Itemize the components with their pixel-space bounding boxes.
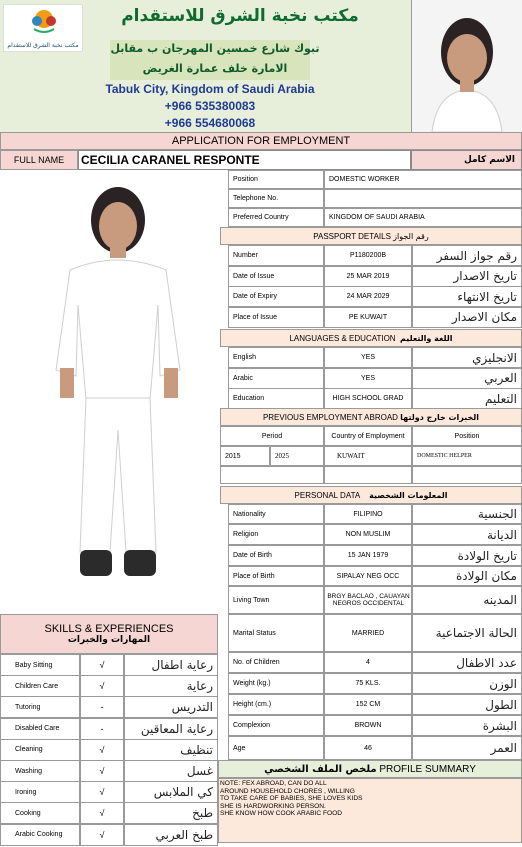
profile-summary bbox=[218, 778, 522, 843]
passport-value: PE KUWAIT bbox=[324, 307, 412, 328]
skill-label-ar: التدريس bbox=[124, 696, 218, 718]
personal-label-ar: المدينه bbox=[412, 586, 522, 614]
employment-header-text: PREVIOUS EMPLOYMENT ABROAD bbox=[262, 412, 398, 422]
employment-col-country: Country of Employment bbox=[324, 426, 412, 446]
language-label: English bbox=[228, 347, 324, 368]
skill-label-ar: غسل bbox=[124, 760, 218, 782]
passport-header bbox=[220, 227, 522, 245]
languages-header-text: LANGUAGES & EDUCATION bbox=[289, 333, 396, 343]
personal-value: BROWN bbox=[324, 715, 412, 736]
language-value: HIGH SCHOOL GRAD bbox=[324, 388, 412, 409]
personal-label: Place of Birth bbox=[228, 566, 324, 586]
employment-blank-1 bbox=[220, 466, 324, 484]
personal-value: NON MUSLIM bbox=[324, 524, 412, 545]
personal-label-ar: عدد الاطفال bbox=[412, 652, 522, 673]
personal-value: 75 KLS. bbox=[324, 673, 412, 694]
personal-value: 4 bbox=[324, 652, 412, 673]
skill-mark: √ bbox=[80, 675, 124, 697]
country-label: Preferred Country bbox=[228, 208, 324, 227]
skill-mark: - bbox=[80, 696, 124, 718]
country-value: KINGDOM OF SAUDI ARABIA bbox=[324, 208, 522, 227]
full-name-value: CECILIA CARANEL RESPONTE bbox=[78, 150, 411, 170]
skill-label: Cooking bbox=[0, 802, 80, 824]
skill-label-ar: طبخ العربي bbox=[124, 824, 218, 846]
employment-country: KUWAIT bbox=[324, 446, 412, 466]
phone-1: +966 535380083 bbox=[164, 99, 256, 113]
language-label: Arabic bbox=[228, 368, 324, 389]
personal-value: 152 CM bbox=[324, 694, 412, 715]
passport-label-ar: تاريخ الاصدار bbox=[412, 266, 522, 287]
position-label: Position bbox=[228, 170, 324, 189]
profile-line-3: TO TAKE CARE OF BABIES, SHE LOVES KIDS bbox=[220, 795, 363, 803]
full-name-label-ar: الاسم كامل bbox=[411, 150, 522, 170]
header-panel bbox=[0, 0, 411, 132]
skill-label: Arabic Cooking bbox=[0, 824, 80, 846]
personal-label: Marital Status bbox=[228, 614, 324, 652]
employment-blank-2 bbox=[324, 466, 412, 484]
language-label-ar: التعليم bbox=[412, 388, 522, 409]
skill-mark: √ bbox=[80, 739, 124, 761]
skills-header bbox=[0, 614, 218, 654]
personal-label-ar: تاريخ الولادة bbox=[412, 545, 522, 566]
profile-line-5: SHE KNOW HOW COOK ARABIC FOOD bbox=[220, 810, 342, 818]
profile-header bbox=[218, 760, 522, 778]
office-name: مكتب نخبة الشرق للاستقدام bbox=[121, 6, 359, 26]
passport-label: Place of Issue bbox=[228, 307, 324, 328]
employment-position: DOMESTIC HELPER bbox=[412, 446, 522, 466]
skills-header-text: SKILLS & EXPERIENCES bbox=[44, 623, 174, 635]
personal-value: FILIPINO bbox=[324, 504, 412, 524]
passport-value: 25 MAR 2019 bbox=[324, 266, 412, 287]
skill-label-ar: رعاية اطفال bbox=[124, 654, 218, 676]
language-value: YES bbox=[324, 368, 412, 389]
language-label: Education bbox=[228, 388, 324, 409]
passport-value: 24 MAR 2029 bbox=[324, 286, 412, 307]
personal-label: No. of Children bbox=[228, 652, 324, 673]
personal-header-ar: المعلومات الشخصية bbox=[369, 490, 448, 500]
employment-to: 2025 bbox=[270, 446, 324, 466]
skill-mark: √ bbox=[80, 781, 124, 803]
skill-label-ar: رعاية المعاقين bbox=[124, 718, 218, 740]
personal-label-ar: الجنسية bbox=[412, 504, 522, 524]
personal-label: Nationality bbox=[228, 504, 324, 524]
passport-value: P1180200B bbox=[324, 245, 412, 266]
personal-label-ar: البشرة bbox=[412, 715, 522, 736]
languages-header-ar: اللغة والتعليم bbox=[400, 333, 453, 343]
address-line-2: الامارة خلف عمارة الغريض bbox=[142, 62, 288, 75]
personal-label: Living Town bbox=[228, 586, 324, 614]
personal-label-ar: مكان الولادة bbox=[412, 566, 522, 586]
personal-value: BRGY BACLAO , CAUAYAN NEGROS OCCIDENTAL bbox=[324, 586, 412, 614]
skill-label-ar: كي الملابس bbox=[124, 781, 218, 803]
personal-value: MARRIED bbox=[324, 614, 412, 652]
skill-mark: √ bbox=[80, 824, 124, 846]
passport-label-ar: تاريخ الانتهاء bbox=[412, 286, 522, 307]
skill-label: Ironing bbox=[0, 781, 80, 803]
profile-line-4: SHE IS HARDWORKING PERSON. bbox=[220, 802, 326, 810]
company-logo bbox=[3, 4, 83, 52]
full-name-label: FULL NAME bbox=[0, 150, 78, 170]
passport-header-text: PASSPORT DETAILS bbox=[313, 231, 391, 241]
position-value: DOMESTIC WORKER bbox=[324, 170, 522, 189]
skill-label-ar: طبخ bbox=[124, 802, 218, 824]
phone-2: +966 554680068 bbox=[164, 116, 256, 130]
skill-mark: √ bbox=[80, 760, 124, 782]
employment-from: 2015 bbox=[220, 446, 270, 466]
telephone-value bbox=[324, 189, 522, 208]
skill-label: Washing bbox=[0, 760, 80, 782]
personal-label: Complexion bbox=[228, 715, 324, 736]
personal-header bbox=[220, 486, 522, 504]
passport-label-ar: مكان الاصدار bbox=[412, 307, 522, 328]
employment-blank-3 bbox=[412, 466, 522, 484]
passport-label: Date of Expiry bbox=[228, 286, 324, 307]
passport-header-ar: رقم الجواز bbox=[393, 231, 429, 241]
personal-label-ar: الوزن bbox=[412, 673, 522, 694]
skill-label: Disabled Care bbox=[0, 718, 80, 740]
personal-value: 46 bbox=[324, 736, 412, 760]
form-title: APPLICATION FOR EMPLOYMENT bbox=[0, 132, 522, 150]
skill-mark: √ bbox=[80, 654, 124, 676]
personal-label: Height (cm.) bbox=[228, 694, 324, 715]
passport-label-ar: رقم جواز السفر bbox=[412, 245, 522, 266]
skill-label: Tutoring bbox=[0, 696, 80, 718]
passport-label: Date of Issue bbox=[228, 266, 324, 287]
full-body-image bbox=[40, 180, 190, 590]
skill-label-ar: رعاية bbox=[124, 675, 218, 697]
passport-label: Number bbox=[228, 245, 324, 266]
city-line: Tabuk City, Kingdom of Saudi Arabia bbox=[105, 82, 315, 96]
logo-icon bbox=[4, 5, 84, 37]
personal-label: Religion bbox=[228, 524, 324, 545]
employment-col-position: Position bbox=[412, 426, 522, 446]
employment-col-period: Period bbox=[220, 426, 324, 446]
language-label-ar: العربي bbox=[412, 368, 522, 389]
languages-header bbox=[220, 329, 522, 347]
personal-value: SIPALAY NEG OCC bbox=[324, 566, 412, 586]
profile-line-1: NOTE: FEX ABROAD, CAN DO ALL bbox=[220, 780, 327, 787]
profile-header-text: PROFILE SUMMARY bbox=[379, 763, 476, 775]
skill-label-ar: تنظيف bbox=[124, 739, 218, 761]
employment-header bbox=[220, 408, 522, 426]
language-label-ar: الانجليزي bbox=[412, 347, 522, 368]
employment-header-ar: الخبرات خارج دولتها bbox=[400, 412, 480, 422]
language-value: YES bbox=[324, 347, 412, 368]
personal-label-ar: الطول bbox=[412, 694, 522, 715]
skill-label: Baby Sitting bbox=[0, 654, 80, 676]
skills-header-ar: المهارات والخبرات bbox=[67, 635, 151, 645]
skill-label: Cleaning bbox=[0, 739, 80, 761]
skill-mark: √ bbox=[80, 802, 124, 824]
personal-label: Weight (kg.) bbox=[228, 673, 324, 694]
portrait-image bbox=[412, 0, 522, 132]
telephone-label: Telephone No. bbox=[228, 189, 324, 208]
personal-label-ar: العمر bbox=[412, 736, 522, 760]
skill-mark: - bbox=[80, 718, 124, 740]
personal-label-ar: الحالة الاجتماعية bbox=[412, 614, 522, 652]
full-body-photo bbox=[40, 180, 190, 590]
skill-label: Children Care bbox=[0, 675, 80, 697]
personal-value: 15 JAN 1979 bbox=[324, 545, 412, 566]
personal-label: Age bbox=[228, 736, 324, 760]
personal-header-text: PERSONAL DATA bbox=[294, 490, 361, 500]
address-line-1: تبوك شارع خمسين المهرجان ب مقابل bbox=[110, 42, 320, 55]
personal-label-ar: الديانة bbox=[412, 524, 522, 545]
profile-header-ar: ملخص الملف الشخصي bbox=[264, 763, 377, 775]
logo-text: مكتب نخبة الشرق للاستقدام bbox=[7, 42, 79, 49]
personal-label: Date of Birth bbox=[228, 545, 324, 566]
profile-line-2: AROUND HOUSEHOLD CHORES , WILLING bbox=[220, 787, 355, 795]
portrait-photo bbox=[411, 0, 522, 132]
